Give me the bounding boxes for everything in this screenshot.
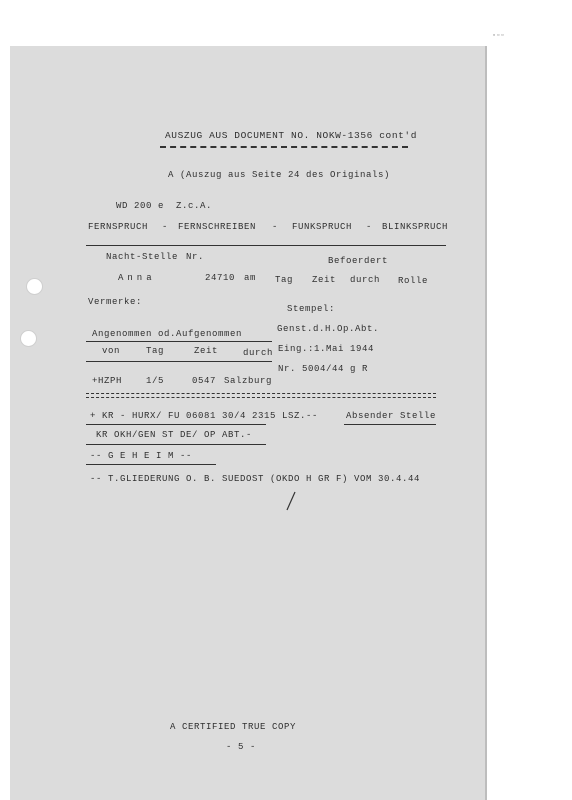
punch-hole <box>20 330 37 347</box>
mode-blinkspruch: BLINKSPRUCH <box>382 222 449 232</box>
mode-fernspruch: FERNSPRUCH <box>88 222 149 232</box>
mode-fernschreiben: FERNSCHREIBEN <box>178 222 257 232</box>
absender-label: Absender Stelle <box>346 411 437 421</box>
page-number: - 5 - <box>226 742 257 752</box>
punch-hole <box>26 278 43 295</box>
mode-funkspruch: FUNKSPRUCH <box>292 222 353 232</box>
corner-marks: ▫▫▫ <box>492 32 505 40</box>
nr-stamp: Nr. 5004/44 g R <box>278 364 369 374</box>
sub-col-durch: durch <box>243 348 274 358</box>
document-title: AUSZUG AUS DOCUMENT NO. NOKW-1356 cont'd <box>165 130 418 141</box>
hzph-date: 1/5 <box>146 376 165 386</box>
col-nr: Nr. <box>186 252 205 262</box>
form-ref: WD 200 e <box>116 201 165 211</box>
pen-mark <box>284 490 298 512</box>
certified-copy: A CERTIFIED TRUE COPY <box>170 722 297 732</box>
message-rule <box>86 424 266 425</box>
sub-col-von: von <box>102 346 121 356</box>
genst-stamp: Genst.d.H.Op.Abt. <box>277 324 380 334</box>
hzph-place: Salzburg <box>224 376 273 386</box>
row-rolle: Rolle <box>398 276 429 286</box>
prefix-letter: A <box>168 170 175 180</box>
row-durch: durch <box>350 275 381 285</box>
stempel-label: Stempel: <box>287 304 336 314</box>
document-subtitle: (Auszug aus Seite 24 des Originals) <box>180 170 391 180</box>
message-line-1: + KR - HURX/ FU 06081 30/4 2315 LSZ.-- <box>90 411 319 421</box>
col-nacht-stelle: Nacht-Stelle <box>106 252 179 262</box>
mode-sep: - <box>162 222 169 232</box>
message-rule <box>86 444 266 445</box>
form-rule <box>86 245 446 246</box>
title-underline <box>160 146 408 148</box>
row-am: am <box>244 273 257 283</box>
message-line-3: -- T.GLIEDERUNG O. B. SUEDOST (OKDO H GR F) VOM 30.4.44 <box>90 474 421 484</box>
message-line-2: KR OKH/GEN ST DE/ OP ABT.- <box>96 430 253 440</box>
mode-sep: - <box>366 222 373 232</box>
sub-col-rule <box>86 361 272 362</box>
classification-geheim: -- G E H E I M -- <box>90 451 193 461</box>
document-page <box>10 46 485 800</box>
angenommen-rule <box>86 341 272 342</box>
double-rule <box>86 393 436 398</box>
geheim-rule <box>86 464 216 465</box>
sub-col-tag: Tag <box>146 346 165 356</box>
row-stelle: Anna <box>118 273 156 283</box>
eing-stamp: Eing.:1.Mai 1944 <box>278 344 375 354</box>
row-tag: Tag <box>275 275 294 285</box>
vermerke-label: Vermerke: <box>88 297 143 307</box>
absender-rule <box>344 424 436 425</box>
angenommen-label: Angenommen od.Aufgenommen <box>92 329 243 339</box>
sub-col-zeit: Zeit <box>194 346 219 356</box>
hzph-time: 0547 <box>192 376 217 386</box>
row-nr: 24710 <box>205 273 236 283</box>
col-befoerdert: Befoerdert <box>328 256 389 266</box>
row-zeit: Zeit <box>312 275 337 285</box>
hzph-label: +HZPH <box>92 376 123 386</box>
form-zca: Z.c.A. <box>176 201 213 211</box>
mode-sep: - <box>272 222 279 232</box>
